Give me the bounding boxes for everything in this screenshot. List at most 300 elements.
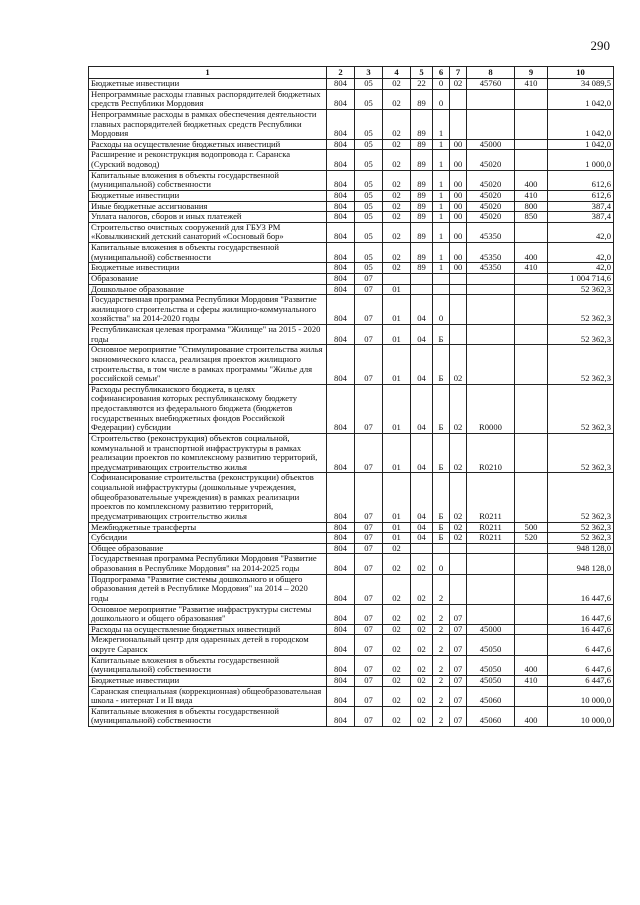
code-activity-cell: 07 [450, 655, 467, 675]
amount-cell: 612,6 [548, 190, 614, 201]
table-row [89, 706, 614, 726]
code-program-cell: 89 [411, 150, 433, 170]
code-subprogram-cell: 2 [433, 655, 450, 675]
code-activity-cell: 00 [450, 170, 467, 190]
table-row [89, 543, 614, 554]
code-expense-type-cell [515, 139, 548, 150]
code-subprogram-cell: 2 [433, 574, 450, 604]
code-subprogram-cell: 1 [433, 263, 450, 274]
code-subprogram-cell: Б [433, 522, 450, 533]
code-direction-cell: 45020 [467, 212, 515, 223]
table-row [89, 655, 614, 675]
code-program-cell: 04 [411, 533, 433, 544]
code-program-cell: 02 [411, 675, 433, 686]
code-program-cell: 89 [411, 170, 433, 190]
code-section-cell: 07 [355, 345, 383, 385]
item-name-cell: Бюджетные инвестиции [89, 263, 327, 274]
code-program-cell: 89 [411, 201, 433, 212]
item-name-cell: Расходы на осуществление бюджетных инвестиций [89, 624, 327, 635]
table-row [89, 139, 614, 150]
table-body [89, 79, 614, 727]
code-subprogram-cell: Б [433, 384, 450, 433]
amount-cell: 52 362,3 [548, 384, 614, 433]
code-activity-cell: 02 [450, 79, 467, 90]
code-program-cell: 89 [411, 109, 433, 139]
code-section-cell: 07 [355, 624, 383, 635]
code-expense-type-cell: 410 [515, 675, 548, 686]
item-name-cell: Государственная программа Республики Мордовия "Развитие жилищного строительства и сферы жилищно-коммунального хозяйства" на 2014-2020 годы [89, 295, 327, 325]
amount-cell: 42,0 [548, 243, 614, 263]
code-program-cell: 22 [411, 79, 433, 90]
code-subsection-cell: 02 [383, 170, 411, 190]
amount-cell: 948 128,0 [548, 543, 614, 554]
code-activity-cell [450, 543, 467, 554]
table-row [89, 604, 614, 624]
code-expense-type-cell: 410 [515, 79, 548, 90]
header-cell: 9 [515, 67, 548, 79]
table-row [89, 284, 614, 295]
amount-cell: 52 362,3 [548, 473, 614, 522]
code-activity-cell: 00 [450, 201, 467, 212]
table-row [89, 624, 614, 635]
table-row [89, 273, 614, 284]
code-subsection-cell: 02 [383, 655, 411, 675]
amount-cell: 1 042,0 [548, 139, 614, 150]
code-subsection-cell: 02 [383, 79, 411, 90]
code-subsection-cell: 02 [383, 222, 411, 242]
code-ministry-cell: 804 [327, 345, 355, 385]
code-activity-cell: 02 [450, 345, 467, 385]
table-row [89, 263, 614, 274]
code-subsection-cell: 01 [383, 473, 411, 522]
code-ministry-cell: 804 [327, 295, 355, 325]
header-cell: 2 [327, 67, 355, 79]
amount-cell: 16 447,6 [548, 574, 614, 604]
code-activity-cell [450, 325, 467, 345]
code-section-cell: 07 [355, 543, 383, 554]
code-direction-cell [467, 273, 515, 284]
code-subsection-cell: 01 [383, 345, 411, 385]
code-direction-cell [467, 109, 515, 139]
code-program-cell: 02 [411, 604, 433, 624]
table-row [89, 533, 614, 544]
code-section-cell: 07 [355, 604, 383, 624]
code-direction-cell [467, 295, 515, 325]
code-subsection-cell: 02 [383, 190, 411, 201]
code-direction-cell [467, 543, 515, 554]
code-program-cell: 89 [411, 89, 433, 109]
page-number: 290 [590, 38, 610, 53]
code-ministry-cell: 804 [327, 263, 355, 274]
code-subsection-cell: 02 [383, 139, 411, 150]
code-direction-cell: 45020 [467, 190, 515, 201]
code-subsection-cell: 02 [383, 109, 411, 139]
code-ministry-cell: 804 [327, 686, 355, 706]
code-section-cell: 05 [355, 190, 383, 201]
table-row [89, 325, 614, 345]
code-subprogram-cell: 1 [433, 201, 450, 212]
table-header-row [89, 67, 614, 79]
code-subsection-cell [383, 273, 411, 284]
code-direction-cell: 45020 [467, 201, 515, 212]
code-direction-cell: 45760 [467, 79, 515, 90]
code-section-cell: 05 [355, 139, 383, 150]
code-subsection-cell: 02 [383, 212, 411, 223]
code-subprogram-cell: 1 [433, 190, 450, 201]
code-subsection-cell: 02 [383, 543, 411, 554]
code-section-cell: 07 [355, 635, 383, 655]
table-row [89, 243, 614, 263]
item-name-cell: Строительство (реконструкция) объектов социальной, коммунальной и транспортной инфраструктуры в рамках реализации проектов по комплексному развитию территорий, предусматривающих строительство жилья [89, 433, 327, 473]
item-name-cell: Софинансирование строительства (реконструкции) объектов социальной инфраструктуры (дошкольные учреждения, общеобразовательные учреждения) в рамках реализации проектов по комплексному развитию территорий, предусматривающих строительство жилья [89, 473, 327, 522]
code-subsection-cell: 01 [383, 533, 411, 544]
code-activity-cell [450, 273, 467, 284]
table-row [89, 345, 614, 385]
code-section-cell: 07 [355, 655, 383, 675]
code-program-cell [411, 284, 433, 295]
header-cell: 7 [450, 67, 467, 79]
code-expense-type-cell [515, 273, 548, 284]
code-activity-cell: 00 [450, 190, 467, 201]
amount-cell: 52 362,3 [548, 533, 614, 544]
code-direction-cell: R0211 [467, 533, 515, 544]
code-activity-cell: 00 [450, 222, 467, 242]
code-activity-cell [450, 284, 467, 295]
code-ministry-cell: 804 [327, 675, 355, 686]
code-subsection-cell: 02 [383, 554, 411, 574]
code-activity-cell: 00 [450, 243, 467, 263]
code-section-cell: 05 [355, 222, 383, 242]
code-ministry-cell: 804 [327, 109, 355, 139]
code-subsection-cell: 02 [383, 686, 411, 706]
code-direction-cell [467, 325, 515, 345]
table-row [89, 109, 614, 139]
code-expense-type-cell [515, 384, 548, 433]
code-subprogram-cell: 2 [433, 604, 450, 624]
amount-cell: 6 447,6 [548, 675, 614, 686]
code-section-cell: 07 [355, 295, 383, 325]
code-expense-type-cell [515, 222, 548, 242]
code-expense-type-cell: 520 [515, 533, 548, 544]
code-expense-type-cell [515, 295, 548, 325]
code-ministry-cell: 804 [327, 533, 355, 544]
table-row [89, 522, 614, 533]
code-subsection-cell: 02 [383, 201, 411, 212]
code-direction-cell [467, 284, 515, 295]
code-direction-cell [467, 554, 515, 574]
code-program-cell: 02 [411, 635, 433, 655]
code-program-cell: 04 [411, 473, 433, 522]
code-program-cell: 02 [411, 624, 433, 635]
code-direction-cell [467, 89, 515, 109]
code-activity-cell: 02 [450, 522, 467, 533]
code-direction-cell: 45350 [467, 222, 515, 242]
amount-cell: 52 362,3 [548, 345, 614, 385]
code-section-cell: 07 [355, 522, 383, 533]
code-direction-cell: 45060 [467, 686, 515, 706]
code-program-cell [411, 273, 433, 284]
table-row [89, 190, 614, 201]
code-subsection-cell: 02 [383, 675, 411, 686]
item-name-cell: Расширение и реконструкция водопровода г. Саранска (Сурский водовод) [89, 150, 327, 170]
code-program-cell: 02 [411, 655, 433, 675]
code-section-cell: 07 [355, 473, 383, 522]
code-subsection-cell: 02 [383, 263, 411, 274]
code-subsection-cell: 02 [383, 89, 411, 109]
table-row [89, 170, 614, 190]
table-row [89, 686, 614, 706]
code-program-cell: 02 [411, 574, 433, 604]
code-activity-cell: 00 [450, 150, 467, 170]
code-program-cell: 89 [411, 190, 433, 201]
code-subprogram-cell: 1 [433, 222, 450, 242]
code-program-cell: 02 [411, 686, 433, 706]
item-name-cell: Общее образование [89, 543, 327, 554]
item-name-cell: Субсидии [89, 533, 327, 544]
code-section-cell: 05 [355, 243, 383, 263]
code-program-cell: 04 [411, 325, 433, 345]
code-direction-cell: 45060 [467, 706, 515, 726]
item-name-cell: Основное мероприятие "Развитие инфраструктуры системы дошкольного и общего образования" [89, 604, 327, 624]
code-subprogram-cell: 1 [433, 139, 450, 150]
code-subsection-cell: 01 [383, 433, 411, 473]
item-name-cell: Строительство очистных сооружений для ГБУЗ РМ «Ковылкинский детский санаторий «Сосновый бор» [89, 222, 327, 242]
code-expense-type-cell [515, 325, 548, 345]
table-row [89, 574, 614, 604]
code-ministry-cell: 804 [327, 624, 355, 635]
table-row [89, 554, 614, 574]
code-subsection-cell: 02 [383, 604, 411, 624]
item-name-cell: Государственная программа Республики Мордовия "Развитие образования в Республике Мордовия" на 2014-2025 годы [89, 554, 327, 574]
code-program-cell: 04 [411, 295, 433, 325]
code-expense-type-cell: 400 [515, 170, 548, 190]
code-ministry-cell: 804 [327, 89, 355, 109]
code-section-cell: 05 [355, 109, 383, 139]
header-cell: 4 [383, 67, 411, 79]
code-subprogram-cell: Б [433, 325, 450, 345]
code-ministry-cell: 804 [327, 325, 355, 345]
code-program-cell: 04 [411, 433, 433, 473]
code-program-cell: 89 [411, 139, 433, 150]
item-name-cell: Межрегиональный центр для одаренных детей в городском округе Саранск [89, 635, 327, 655]
code-ministry-cell: 804 [327, 554, 355, 574]
code-activity-cell: 00 [450, 139, 467, 150]
code-subprogram-cell: 1 [433, 170, 450, 190]
code-direction-cell: R0210 [467, 433, 515, 473]
item-name-cell: Непрограммные расходы в рамках обеспечения деятельности главных распорядителей бюджетных средств Республики Мордовия [89, 109, 327, 139]
item-name-cell: Иные бюджетные ассигнования [89, 201, 327, 212]
code-program-cell: 02 [411, 706, 433, 726]
code-program-cell: 89 [411, 222, 433, 242]
code-section-cell: 05 [355, 79, 383, 90]
header-cell: 1 [89, 67, 327, 79]
code-direction-cell: 45050 [467, 655, 515, 675]
code-expense-type-cell: 410 [515, 263, 548, 274]
amount-cell: 42,0 [548, 263, 614, 274]
budget-table [88, 66, 614, 727]
code-direction-cell: 45350 [467, 243, 515, 263]
code-section-cell: 07 [355, 284, 383, 295]
code-activity-cell [450, 109, 467, 139]
code-ministry-cell: 804 [327, 150, 355, 170]
header-cell: 8 [467, 67, 515, 79]
code-ministry-cell: 804 [327, 384, 355, 433]
code-ministry-cell: 804 [327, 473, 355, 522]
item-name-cell: Республиканская целевая программа "Жилище" на 2015 - 2020 годы [89, 325, 327, 345]
code-direction-cell: 45000 [467, 624, 515, 635]
code-direction-cell: 45350 [467, 263, 515, 274]
amount-cell: 1 042,0 [548, 109, 614, 139]
code-subprogram-cell: 1 [433, 150, 450, 170]
code-section-cell: 07 [355, 325, 383, 345]
code-activity-cell: 02 [450, 533, 467, 544]
code-ministry-cell: 804 [327, 604, 355, 624]
code-ministry-cell: 804 [327, 284, 355, 295]
amount-cell: 52 362,3 [548, 284, 614, 295]
table-row [89, 384, 614, 433]
amount-cell: 1 042,0 [548, 89, 614, 109]
item-name-cell: Саранская специальная (коррекционная) общеобразовательная школа - интернат I и II вида [89, 686, 327, 706]
code-direction-cell [467, 345, 515, 385]
amount-cell: 16 447,6 [548, 604, 614, 624]
code-ministry-cell: 804 [327, 243, 355, 263]
amount-cell: 387,4 [548, 212, 614, 223]
amount-cell: 52 362,3 [548, 325, 614, 345]
code-expense-type-cell [515, 635, 548, 655]
table-row [89, 295, 614, 325]
code-section-cell: 05 [355, 201, 383, 212]
code-program-cell: 89 [411, 263, 433, 274]
code-activity-cell: 07 [450, 604, 467, 624]
code-ministry-cell: 804 [327, 190, 355, 201]
amount-cell: 52 362,3 [548, 522, 614, 533]
code-subprogram-cell: 1 [433, 212, 450, 223]
header-cell: 5 [411, 67, 433, 79]
code-section-cell: 07 [355, 384, 383, 433]
item-name-cell: Капитальные вложения в объекты государственной (муниципальной) собственности [89, 243, 327, 263]
code-ministry-cell: 804 [327, 522, 355, 533]
code-expense-type-cell [515, 89, 548, 109]
code-ministry-cell: 804 [327, 170, 355, 190]
item-name-cell: Расходы республиканского бюджета, в целях софинансирования которых республиканскому бюджету предоставляются из федерального бюджета (бюджетов государственных внебюджетных фондов Российской Федерации) субсидии [89, 384, 327, 433]
code-activity-cell: 07 [450, 635, 467, 655]
code-ministry-cell: 804 [327, 212, 355, 223]
amount-cell: 1 004 714,6 [548, 273, 614, 284]
code-activity-cell: 07 [450, 624, 467, 635]
code-expense-type-cell: 400 [515, 243, 548, 263]
code-section-cell: 07 [355, 574, 383, 604]
amount-cell: 16 447,6 [548, 624, 614, 635]
code-ministry-cell: 804 [327, 79, 355, 90]
code-activity-cell: 02 [450, 433, 467, 473]
code-activity-cell [450, 554, 467, 574]
code-section-cell: 07 [355, 273, 383, 284]
code-subprogram-cell: 0 [433, 554, 450, 574]
code-subprogram-cell: Б [433, 345, 450, 385]
code-expense-type-cell [515, 150, 548, 170]
code-expense-type-cell [515, 284, 548, 295]
item-name-cell: Образование [89, 273, 327, 284]
code-direction-cell: R0211 [467, 473, 515, 522]
code-ministry-cell: 804 [327, 222, 355, 242]
item-name-cell: Бюджетные инвестиции [89, 675, 327, 686]
code-expense-type-cell [515, 473, 548, 522]
code-activity-cell [450, 89, 467, 109]
code-activity-cell: 07 [450, 675, 467, 686]
code-subsection-cell: 01 [383, 522, 411, 533]
item-name-cell: Бюджетные инвестиции [89, 190, 327, 201]
code-section-cell: 05 [355, 170, 383, 190]
code-expense-type-cell [515, 543, 548, 554]
code-activity-cell: 00 [450, 212, 467, 223]
table-row [89, 201, 614, 212]
code-activity-cell: 02 [450, 384, 467, 433]
code-subprogram-cell: 2 [433, 635, 450, 655]
code-ministry-cell: 804 [327, 655, 355, 675]
item-name-cell: Межбюджетные трансферты [89, 522, 327, 533]
code-subsection-cell: 01 [383, 284, 411, 295]
item-name-cell: Бюджетные инвестиции [89, 79, 327, 90]
item-name-cell: Капитальные вложения в объекты государственной (муниципальной) собственности [89, 706, 327, 726]
code-expense-type-cell: 400 [515, 655, 548, 675]
code-subprogram-cell: 0 [433, 79, 450, 90]
item-name-cell: Капитальные вложения в объекты государственной (муниципальной) собственности [89, 655, 327, 675]
code-subsection-cell: 02 [383, 624, 411, 635]
table-row [89, 89, 614, 109]
code-program-cell: 04 [411, 345, 433, 385]
item-name-cell: Дошкольное образование [89, 284, 327, 295]
code-program-cell: 04 [411, 384, 433, 433]
code-subprogram-cell: 2 [433, 706, 450, 726]
code-activity-cell: 07 [450, 706, 467, 726]
code-section-cell: 07 [355, 433, 383, 473]
code-expense-type-cell: 800 [515, 201, 548, 212]
amount-cell: 6 447,6 [548, 635, 614, 655]
code-expense-type-cell [515, 109, 548, 139]
amount-cell: 52 362,3 [548, 295, 614, 325]
code-subsection-cell: 02 [383, 243, 411, 263]
code-subprogram-cell: 2 [433, 675, 450, 686]
code-section-cell: 07 [355, 706, 383, 726]
code-subprogram-cell [433, 273, 450, 284]
code-activity-cell [450, 295, 467, 325]
code-direction-cell [467, 604, 515, 624]
code-program-cell: 02 [411, 554, 433, 574]
amount-cell: 34 089,5 [548, 79, 614, 90]
item-name-cell: Уплата налогов, сборов и иных платежей [89, 212, 327, 223]
code-section-cell: 05 [355, 263, 383, 274]
code-subsection-cell: 02 [383, 574, 411, 604]
code-section-cell: 05 [355, 150, 383, 170]
table-row [89, 222, 614, 242]
item-name-cell: Подпрограмма "Развитие системы дошкольного и общего образования детей в Республике Мордовия" на 2014 – 2020 годы [89, 574, 327, 604]
code-subsection-cell: 01 [383, 295, 411, 325]
table-row [89, 635, 614, 655]
code-subprogram-cell: 1 [433, 109, 450, 139]
code-expense-type-cell [515, 604, 548, 624]
code-subsection-cell: 02 [383, 635, 411, 655]
amount-cell: 387,4 [548, 201, 614, 212]
code-subprogram-cell [433, 543, 450, 554]
code-direction-cell: 45050 [467, 635, 515, 655]
code-section-cell: 07 [355, 554, 383, 574]
code-direction-cell: R0000 [467, 384, 515, 433]
table-row [89, 150, 614, 170]
header-cell: 6 [433, 67, 450, 79]
code-activity-cell: 07 [450, 686, 467, 706]
code-subprogram-cell [433, 284, 450, 295]
code-section-cell: 07 [355, 533, 383, 544]
